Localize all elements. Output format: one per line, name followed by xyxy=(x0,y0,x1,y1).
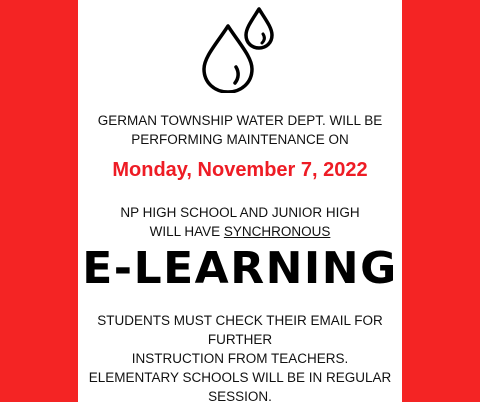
maintenance-notice xyxy=(78,111,402,149)
e-learning-headline: E-LEARNING xyxy=(82,243,398,294)
email-line-2: INSTRUCTION FROM TEACHERS. xyxy=(131,351,349,366)
maintenance-date: Monday, November 7, 2022 xyxy=(112,159,368,181)
water-drops-icon xyxy=(199,7,279,93)
maintenance-line-2: PERFORMING MAINTENANCE ON xyxy=(131,132,349,147)
synchronous-word: SYNCHRONOUS xyxy=(223,224,331,239)
email-line-1: STUDENTS MUST CHECK THEIR EMAIL FOR FURTHER xyxy=(97,313,383,347)
small-drop-highlight xyxy=(262,34,264,43)
school-notice xyxy=(78,203,402,241)
email-instruction xyxy=(68,311,412,368)
left-red-band xyxy=(0,0,78,402)
elementary-notice: ELEMENTARY SCHOOLS WILL BE IN REGULAR SESSION. xyxy=(88,370,392,404)
small-drop-icon xyxy=(246,9,272,48)
announcement-panel xyxy=(78,0,402,402)
large-drop-highlight xyxy=(235,67,238,83)
right-red-band xyxy=(402,0,480,402)
school-line-1: NP HIGH SCHOOL AND JUNIOR HIGH xyxy=(120,205,360,220)
school-line-2-prefix: WILL HAVE xyxy=(149,224,224,239)
maintenance-line-1: GERMAN TOWNSHIP WATER DEPT. WILL BE xyxy=(97,113,383,128)
